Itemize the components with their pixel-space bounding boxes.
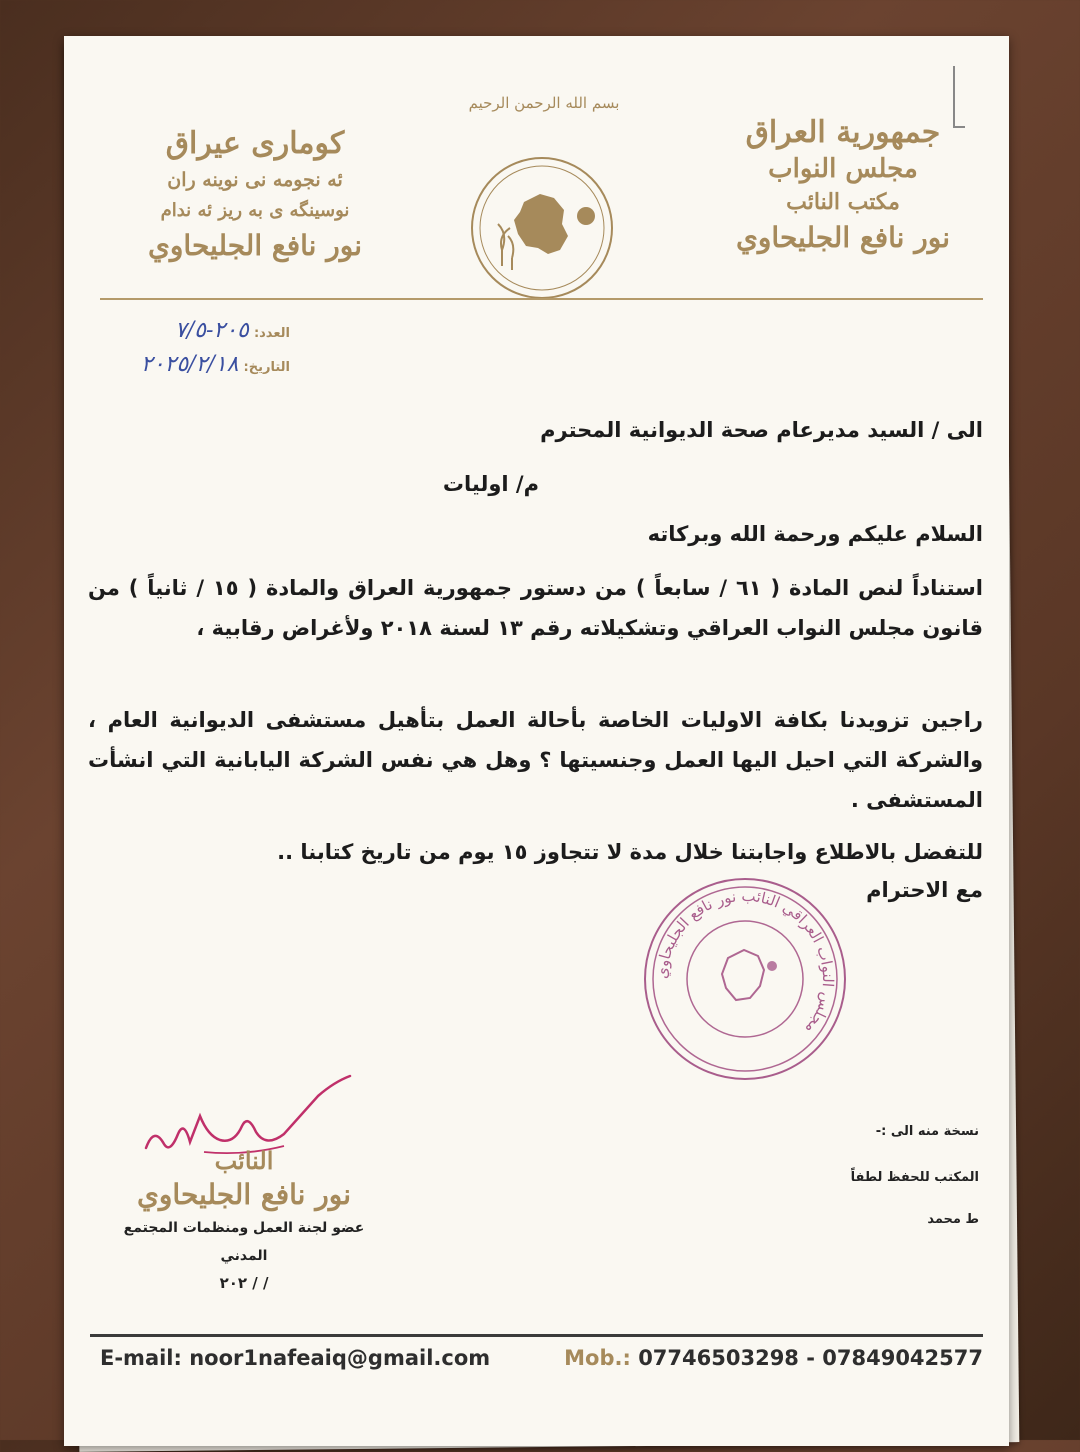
- header-kurdish-block: [120, 124, 390, 266]
- typist-initials: ط محمد: [927, 1212, 979, 1227]
- signature-block: [104, 1146, 384, 1296]
- number-label: العدد:: [253, 326, 290, 341]
- signatory-name: نور نافع الجليحاوي: [136, 1178, 352, 1211]
- copies-item-office: المكتب للحفظ لطفاً: [850, 1170, 979, 1185]
- footer-email: [100, 1346, 490, 1370]
- footer-rule: [90, 1334, 983, 1337]
- header-kurdish-republic: كوماری عیراق: [165, 126, 345, 161]
- official-stamp-icon: [640, 874, 850, 1084]
- mobile-value: 07746503298 - 07849042577: [638, 1346, 983, 1370]
- signatory-role: عضو لجنة العمل ومنظمات المجتمع المدني: [123, 1220, 365, 1264]
- letter-sheet: [64, 36, 1009, 1446]
- header-parliament: مجلس النواب: [768, 154, 918, 184]
- header-arabic-block: [713, 114, 973, 258]
- svg-text:مجلس النواب العراقي النائب نور: [653, 887, 837, 1038]
- header-mp-name: نور نافع الجليحاوي: [735, 221, 951, 254]
- footer-mobile: [564, 1346, 983, 1370]
- header-kurdish-parliament: ئه نجومه نی نوینه ران: [167, 169, 343, 191]
- header-republic: جمهورية العراق: [745, 115, 941, 150]
- date-value: ٢٠٢٥/٢/١٨: [140, 352, 239, 377]
- date-row: [90, 352, 290, 377]
- parliament-emblem-icon: [468, 154, 616, 302]
- copies-heading: نسخة منه الى :-: [875, 1124, 979, 1139]
- header-kurdish-mp-name: نور نافع الجليحاوي: [147, 229, 363, 262]
- paragraph-deadline: للتفضل بالاطلاع واجابتنا خلال مدة لا تتجاوز ١٥ يوم من تاريخ كتابنا ..: [277, 840, 983, 864]
- addressee-line: الى / السيد مديرعام صحة الديوانية المحترم: [540, 418, 983, 442]
- paragraph-legal-basis: استناداً لنص المادة ( ٦١ / سابعاً ) من دستور جمهورية العراق والمادة ( ١٥ / ثانياً ) من قانون مجلس النواب العراقي وتشكيلاته رقم ١٣ لسنة ٢٠١٨ ولأغراض رقابية ،: [88, 576, 984, 640]
- mobile-label: Mob.:: [564, 1346, 631, 1370]
- reference-number-row: [90, 318, 290, 343]
- signatory-title: النائب: [214, 1146, 274, 1175]
- stamp-ring-text: مجلس النواب العراقي النائب نور نافع الجليحاوي: [652, 886, 838, 1038]
- subject-line: م/ اوليات: [442, 472, 539, 496]
- date-label: التاريخ:: [243, 360, 290, 375]
- header-office: مكتب النائب: [786, 189, 900, 215]
- number-value: ٢٠٥-٧/٥: [174, 318, 249, 343]
- closing-line: مع الاحترام: [866, 878, 983, 902]
- paragraph-request: راجين تزويدنا بكافة الاوليات الخاصة بأحالة العمل بتأهيل مستشفى الديوانية العام ، والشركة التي احيل اليها العمل وجنسيتها ؟ وهل هي نفس الشركة اليابانية التي انشأت المستشفى .: [88, 708, 983, 812]
- basmala: بسم الله الرحمن الرحيم: [468, 94, 620, 112]
- email-value: noor1nafeaiq@gmail.com: [189, 1346, 491, 1370]
- email-label: E-mail:: [100, 1346, 182, 1370]
- greeting-line: السلام عليكم ورحمة الله وبركاته: [647, 522, 983, 546]
- signature-date: / / ٢٠٢: [219, 1274, 269, 1292]
- header-kurdish-office: نوسینگه ی به ریز ئه ندام: [160, 200, 350, 221]
- header-rule: [100, 298, 983, 300]
